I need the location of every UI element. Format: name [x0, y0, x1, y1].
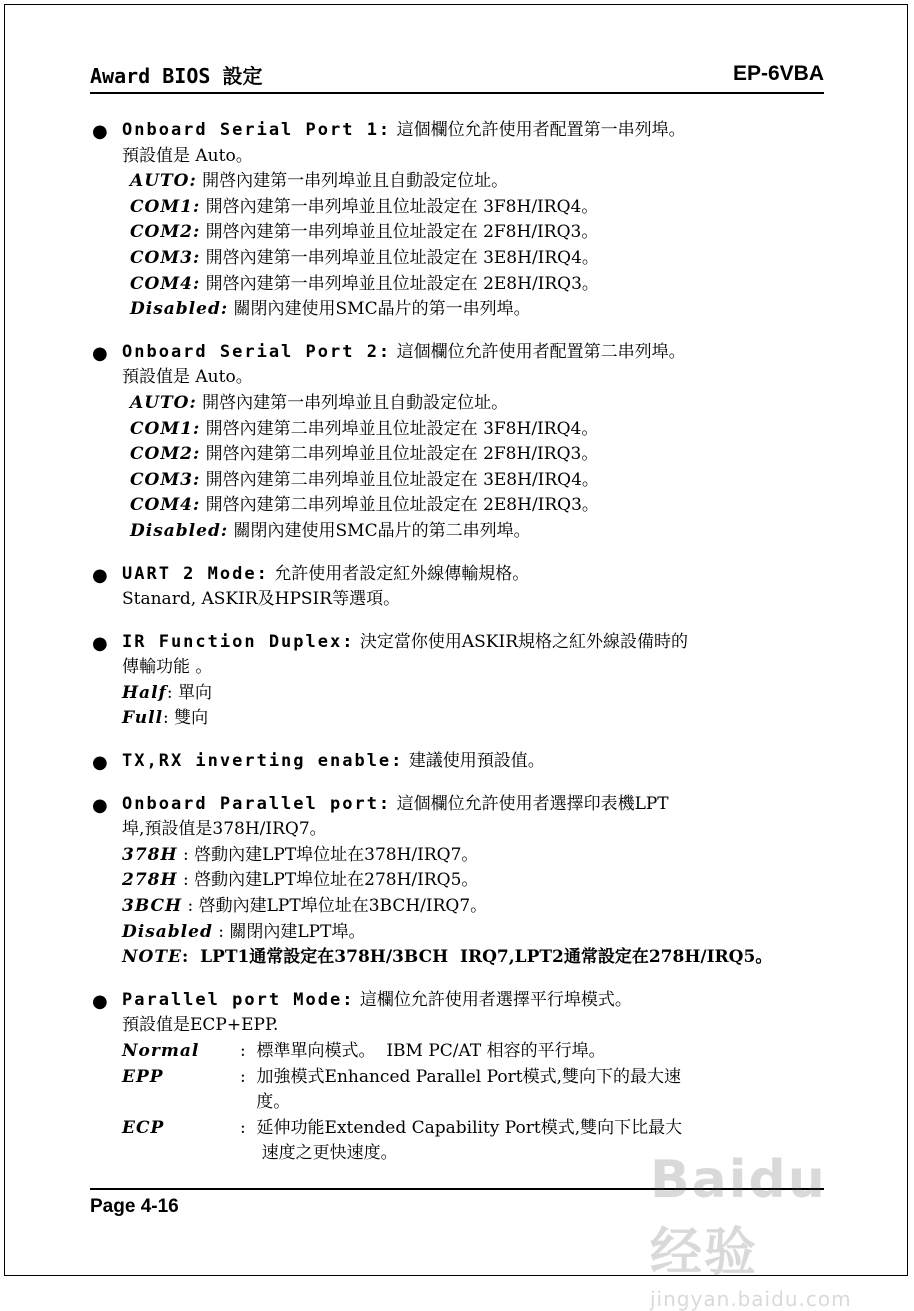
document-body	[90, 118, 824, 1184]
note-label: NOTE	[122, 947, 182, 968]
section-heading: Onboard Serial Port 1:	[122, 120, 392, 140]
option-text: 開啓內建第一串列埠並且位址設定在 3F8H/IRQ4。	[200, 196, 599, 217]
bullet-icon: ●	[92, 564, 108, 586]
default-value: 預設值是 Auto。	[122, 367, 253, 388]
section-heading: Parallel port Mode:	[122, 989, 355, 1010]
option-text: 關閉內建使用SMC晶片的第二串列埠。	[228, 520, 531, 541]
bullet-icon: ●	[92, 794, 108, 816]
option-text: 開啓內建第一串列埠並且自動設定位址。	[196, 392, 509, 413]
page-number: Page 4-16	[90, 1196, 179, 1217]
section-description: 這個欄位允許使用者配置第一串列埠。	[396, 120, 686, 140]
option-key: Disabled	[122, 921, 213, 942]
section-text: 傳輸功能 。	[122, 657, 213, 678]
option-text: : 單向	[166, 682, 212, 703]
section-heading: Onboard Serial Port 2:	[122, 341, 392, 362]
section-description: 允許使用者設定紅外線傳輸規格。	[274, 563, 530, 584]
default-value: 埠,預設值是378H/IRQ7。	[122, 819, 327, 840]
option-key: COM2:	[130, 222, 201, 243]
bullet-icon: ●	[92, 752, 108, 774]
section-description: 這個欄位允許使用者配置第二串列埠。	[396, 341, 686, 362]
header-title: Award BIOS 設定	[90, 64, 263, 88]
option-text: 開啓內建第一串列埠並且位址設定在 3E8H/IRQ4。	[200, 247, 599, 268]
option-key: Full	[122, 708, 164, 729]
section-heading: IR Function Duplex:	[122, 631, 355, 652]
option-text: 開啓內建第二串列埠並且位址設定在 3E8H/IRQ4。	[200, 469, 599, 490]
bullet-icon: ●	[92, 990, 108, 1012]
section-txrx-inverting	[90, 749, 824, 775]
section-text: Stanard, ASKIR及HPSIR等選項。	[122, 589, 401, 610]
section-serial-port-1	[90, 118, 824, 323]
bullet-icon: ●	[92, 121, 108, 142]
default-value: 預設值是ECP+EPP.	[122, 1015, 279, 1036]
section-description: 決定當你使用ASKIR規格之紅外線設備時的	[359, 631, 689, 652]
option-text: : 雙向	[163, 708, 209, 729]
option-key: Half	[122, 682, 167, 703]
mode-row	[122, 1039, 824, 1065]
option-text: 開啓內建第一串列埠並且自動設定位址。	[196, 171, 509, 192]
option-text: 開啓內建第二串列埠並且位址設定在 2F8H/IRQ3。	[200, 444, 599, 465]
option-key: COM2:	[130, 444, 201, 465]
bullet-icon: ●	[92, 632, 108, 654]
watermark-url: jingyan.baidu.com	[650, 1287, 852, 1311]
mode-text: : 標準單向模式。 IBM PC/AT 相容的平行埠。	[240, 1041, 606, 1061]
header-model: EP-6VBA	[732, 62, 824, 85]
option-key: Disabled:	[130, 299, 229, 320]
section-description: 這個欄位允許使用者選擇印表機LPT	[396, 793, 669, 814]
mode-text: : 加強模式Enhanced Parallel Port模式,雙向下的最大速 度。	[240, 1066, 681, 1113]
option-key: 3BCH	[122, 896, 183, 917]
mode-key: Normal	[122, 1041, 200, 1061]
option-key: 378H	[122, 844, 178, 865]
option-text: : 關閉內建LPT埠。	[212, 921, 366, 942]
note-text: : LPT1通常設定在378H/3BCH IRQ7,LPT2通常設定在278H/IRQ5。	[181, 947, 773, 968]
section-description: 這欄位允許使用者選擇平行埠模式。	[359, 989, 632, 1010]
bullet-icon: ●	[92, 342, 108, 364]
section-serial-port-2	[90, 340, 824, 545]
watermark-brand: Baidu 经验	[650, 1150, 827, 1283]
section-description: 建議使用預設值。	[408, 751, 545, 772]
mode-key: ECP	[122, 1117, 165, 1138]
mode-text: : 延伸功能Extended Capability Port模式,雙向下比最大 速度之更快速度。	[240, 1117, 683, 1164]
option-key: COM4:	[130, 273, 201, 294]
section-parallel-mode	[90, 988, 824, 1167]
option-text: : 啓動內建LPT埠位址在3BCH/IRQ7。	[182, 896, 488, 917]
option-text: 開啓內建第二串列埠並且位址設定在 2E8H/IRQ3。	[200, 495, 599, 516]
mode-key: EPP	[122, 1066, 164, 1087]
section-uart2-mode	[90, 562, 824, 613]
option-key: AUTO:	[130, 171, 197, 192]
option-text: 關閉內建使用SMC晶片的第一串列埠。	[228, 299, 531, 320]
option-text: 開啓內建第一串列埠並且位址設定在 2E8H/IRQ3。	[200, 273, 599, 294]
option-key: COM3:	[130, 469, 201, 490]
mode-row	[122, 1065, 824, 1116]
option-key: COM1:	[130, 196, 201, 217]
option-text: 開啓內建第二串列埠並且位址設定在 3F8H/IRQ4。	[200, 418, 599, 439]
option-key: 278H	[122, 870, 178, 891]
option-key: AUTO:	[130, 392, 197, 413]
page-header	[90, 58, 824, 94]
watermark-logo	[650, 1150, 880, 1311]
section-parallel-port	[90, 792, 824, 971]
option-key: COM3:	[130, 247, 201, 268]
section-heading: TX,RX inverting enable:	[122, 751, 404, 772]
default-value: 預設值是 Auto。	[122, 145, 253, 166]
section-heading: UART 2 Mode:	[122, 563, 269, 584]
option-text: : 啓動內建LPT埠位址在278H/IRQ5。	[177, 870, 479, 891]
option-key: Disabled:	[130, 520, 229, 541]
option-text: 開啓內建第一串列埠並且位址設定在 2F8H/IRQ3。	[200, 222, 599, 243]
option-key: COM1:	[130, 418, 201, 439]
section-heading: Onboard Parallel port:	[122, 793, 392, 814]
section-ir-duplex	[90, 630, 824, 732]
option-text: : 啓動內建LPT埠位址在378H/IRQ7。	[177, 844, 479, 865]
option-key: COM4:	[130, 495, 201, 516]
